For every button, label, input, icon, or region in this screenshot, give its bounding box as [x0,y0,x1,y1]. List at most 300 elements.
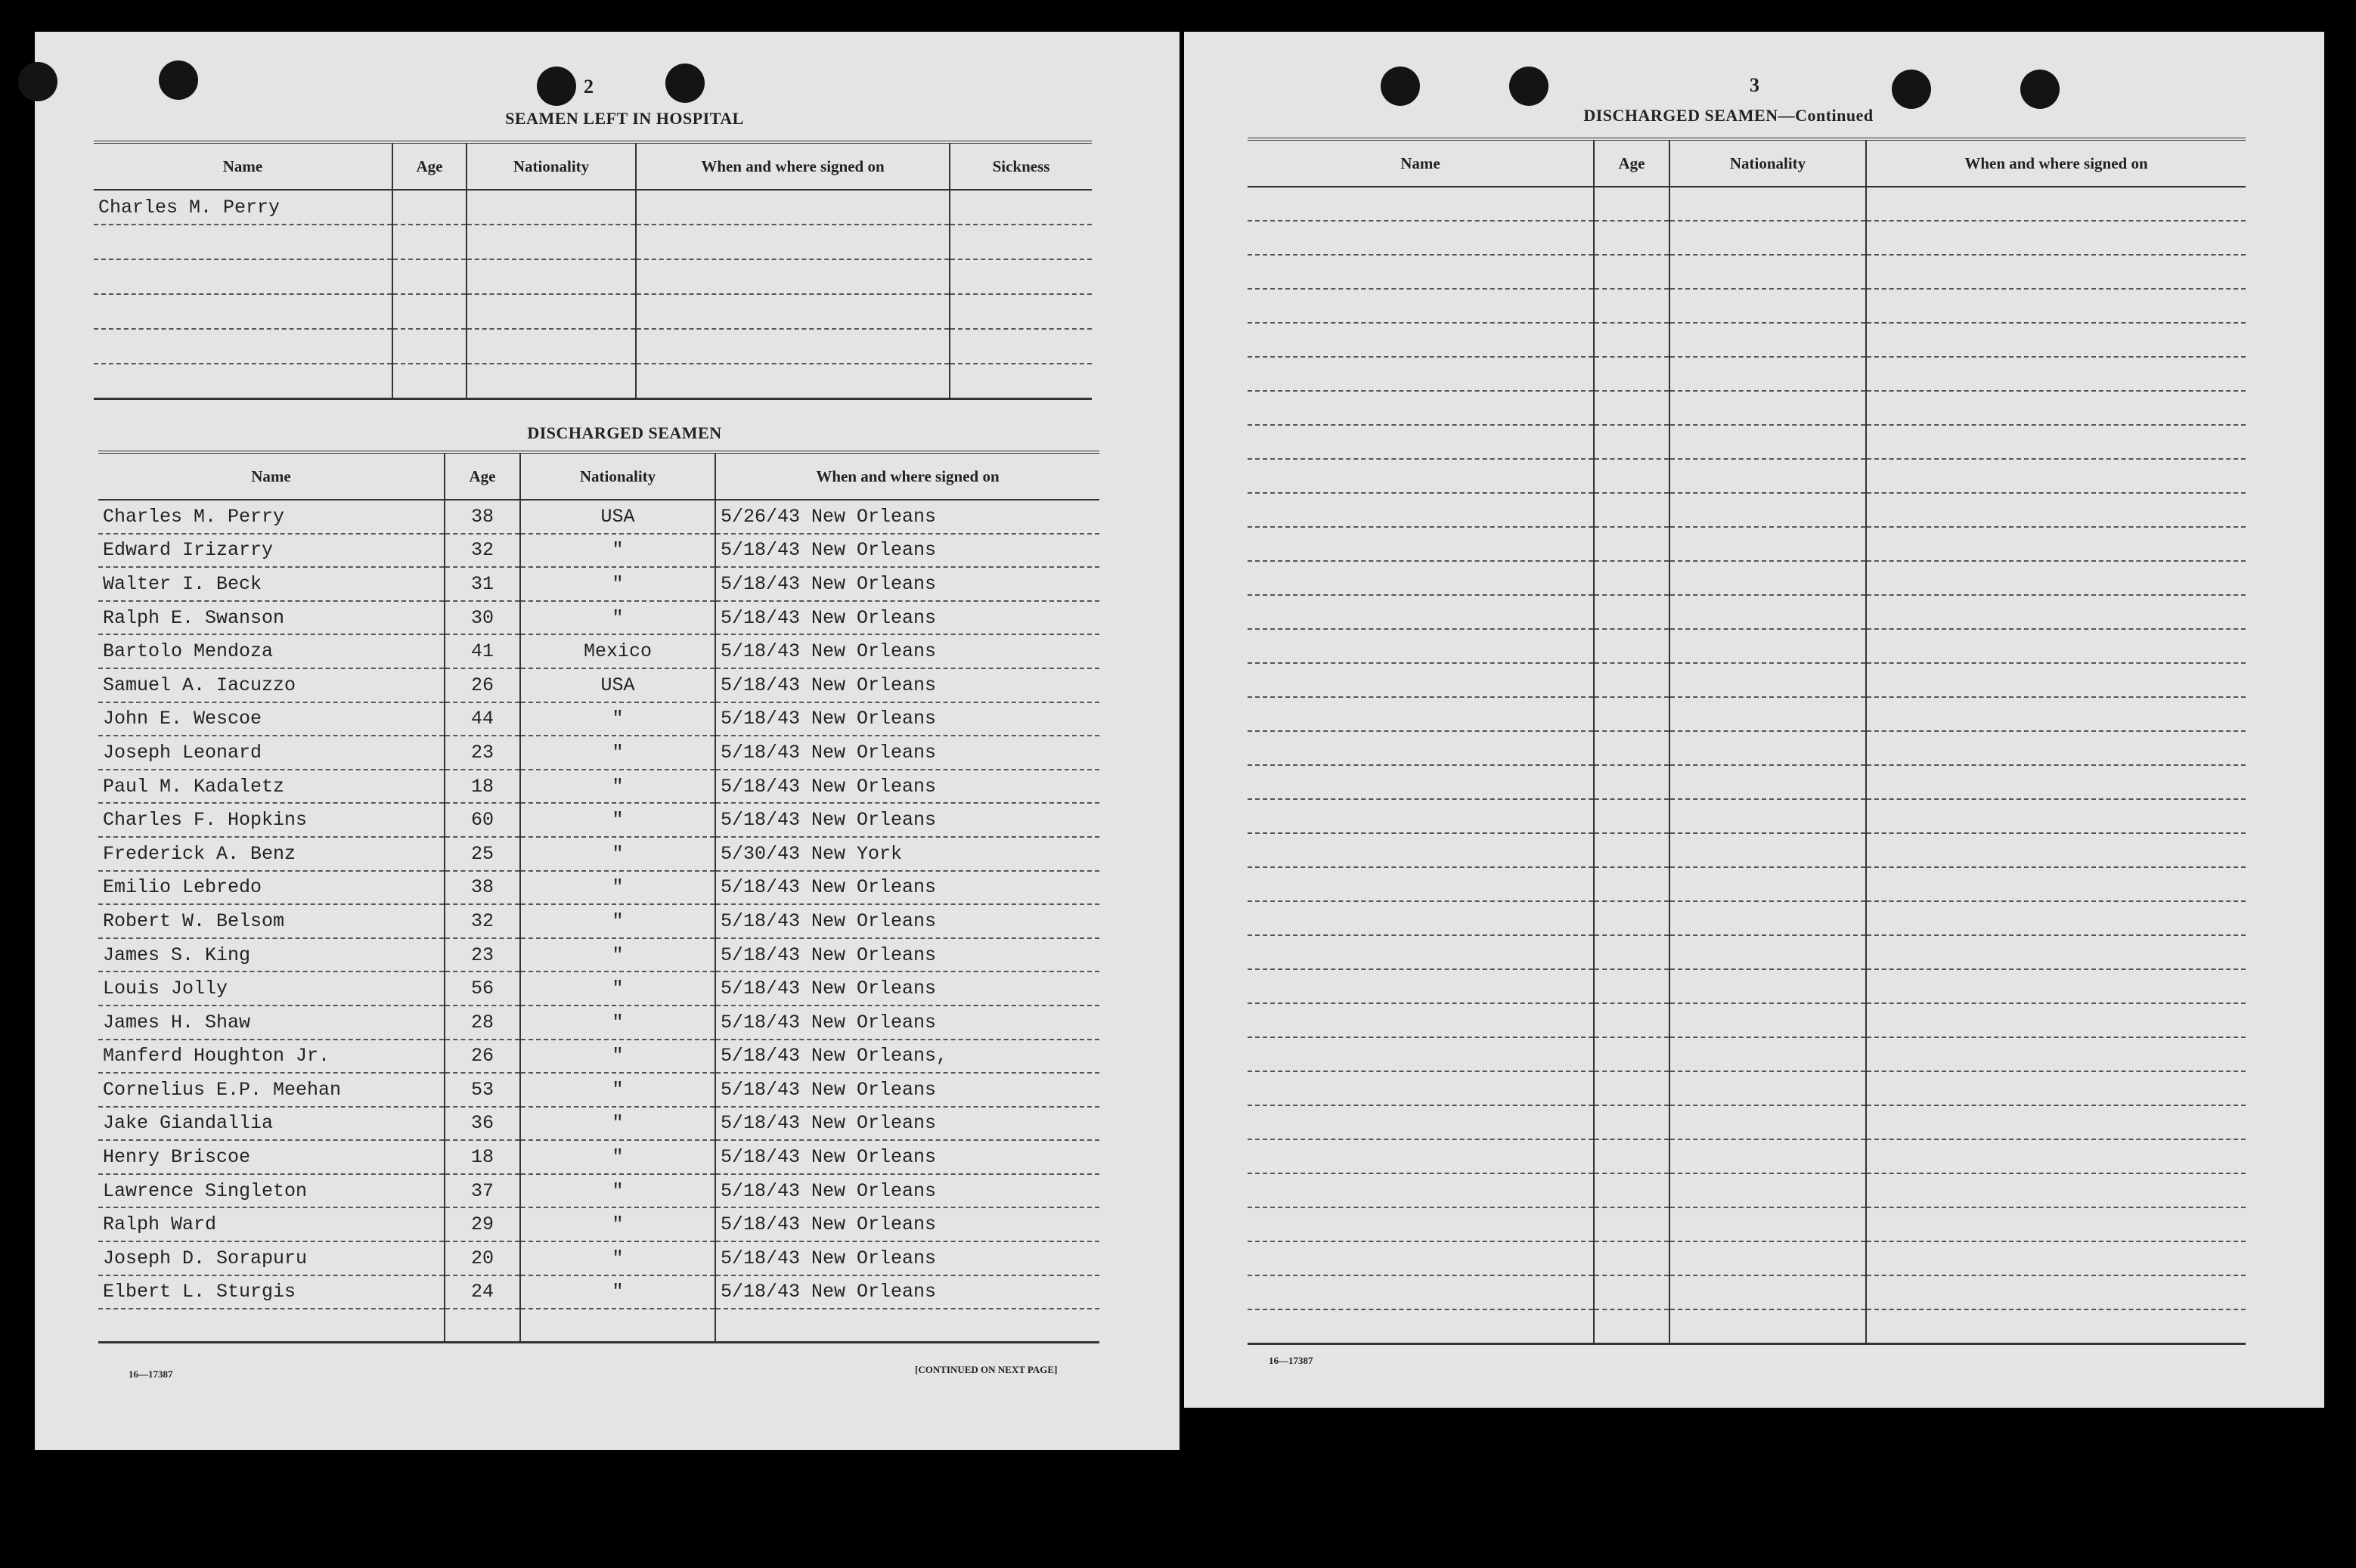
binder-hole [1892,70,1931,109]
cell-age [1594,969,1669,1003]
cell-age [1594,1003,1669,1037]
form-number: 16—17387 [129,1368,173,1380]
cell-sickness [950,329,1092,364]
cell-age [1594,629,1669,663]
cell-age [1594,1309,1669,1343]
cell-name: Charles M. Perry [94,190,392,225]
cell-signed-on: 5/18/43 New Orleans [715,1006,1099,1040]
table-row [98,1174,1099,1208]
cell-nationality [1669,1003,1866,1037]
cell-signed-on [1866,1105,2246,1139]
cell-signed-on: 5/18/43 New Orleans [715,1174,1099,1208]
cell-nationality [467,190,636,225]
cell-age [1594,459,1669,493]
cell-nationality: " [520,1207,715,1241]
cell-age [1594,255,1669,289]
cell-name [94,329,392,364]
cell-name: John E. Wescoe [98,702,445,736]
cell-name: Bartolo Mendoza [98,634,445,668]
table-row [98,971,1099,1006]
cell-name: Walter I. Beck [98,567,445,601]
cell-nationality [1669,221,1866,255]
cell-age: 56 [445,971,520,1006]
cell-nationality [1669,731,1866,765]
table-row [98,770,1099,804]
cell-name: Ralph E. Swanson [98,601,445,635]
cell-nationality: " [520,938,715,972]
cell-signed-on: 5/30/43 New York [715,837,1099,871]
cell-signed-on: 5/18/43 New Orleans [715,736,1099,770]
cell-age: 37 [445,1174,520,1208]
cell-age [1594,731,1669,765]
discharged-continued-title [1509,106,1948,126]
page-number: 3 [1750,74,1759,96]
column-header-name: Name [98,452,445,500]
cell-name: Manferd Houghton Jr. [98,1040,445,1074]
hospital-header-row [94,142,1092,190]
table-row [1248,697,2246,731]
cell-age [1594,289,1669,323]
cell-sickness [950,190,1092,225]
cell-nationality [1669,663,1866,697]
cell-age: 31 [445,567,520,601]
table-row [1248,629,2246,663]
cell-signed-on: 5/18/43 New Orleans [715,668,1099,702]
cell-age [392,259,467,294]
cell-name: Paul M. Kadaletz [98,770,445,804]
cell-age: 24 [445,1275,520,1309]
cell-signed-on [1866,357,2246,391]
cell-age: 29 [445,1207,520,1241]
column-header-sickness: Sickness [950,142,1092,190]
column-header-signed-on: When and where signed on [636,142,950,190]
discharged-section-title: DISCHARGED SEAMEN [527,423,722,442]
table-row [98,1107,1099,1141]
table-row [1248,765,2246,799]
cell-nationality [1669,561,1866,595]
cell-signed-on [1866,629,2246,663]
table-row [1248,833,2246,867]
column-header-age: Age [392,142,467,190]
table-row [1248,1173,2246,1207]
cell-signed-on [636,225,950,259]
cell-signed-on [636,294,950,329]
cell-signed-on: 5/18/43 New Orleans [715,567,1099,601]
table-row [98,1140,1099,1174]
cell-signed-on: 5/18/43 New Orleans [715,1140,1099,1174]
cell-sickness [950,259,1092,294]
cell-sickness [950,294,1092,329]
cell-age [1594,1207,1669,1241]
binder-hole [159,60,198,100]
table-row [94,294,1092,329]
cell-age: 41 [445,634,520,668]
cell-age [1594,799,1669,833]
cell-signed-on [1866,969,2246,1003]
cell-nationality: " [520,1140,715,1174]
cell-signed-on [1866,289,2246,323]
cell-signed-on [636,190,950,225]
cell-name [1248,289,1594,323]
table-row [1248,663,2246,697]
cell-age [1594,1105,1669,1139]
cell-name [1248,459,1594,493]
cell-signed-on [1866,391,2246,425]
cell-age [1594,663,1669,697]
cell-name: James S. King [98,938,445,972]
cell-age [392,190,467,225]
cell-nationality [1669,867,1866,901]
cell-signed-on: 5/18/43 New Orleans [715,770,1099,804]
cell-signed-on [1866,425,2246,459]
table-row [98,837,1099,871]
cell-nationality [467,294,636,329]
table-row [1248,493,2246,527]
cell-age: 38 [445,500,520,534]
table-row [94,364,1092,398]
cell-nationality: " [520,601,715,635]
table-row [98,567,1099,601]
cell-age [445,1309,520,1343]
cell-age [1594,697,1669,731]
column-header-age: Age [1594,139,1669,187]
cell-name [1248,255,1594,289]
cell-nationality [1669,901,1866,935]
cell-nationality [1669,1241,1866,1275]
cell-nationality [1669,323,1866,357]
cell-nationality: Mexico [520,634,715,668]
cell-name: Samuel A. Iacuzzo [98,668,445,702]
cell-age [1594,901,1669,935]
cell-name [1248,221,1594,255]
cell-signed-on [1866,459,2246,493]
cell-name: Jake Giandallia [98,1107,445,1141]
cell-nationality [520,1309,715,1343]
table-row [98,1275,1099,1309]
cell-name: Edward Irizarry [98,534,445,568]
cell-signed-on: 5/26/43 New Orleans [715,500,1099,534]
cell-name [1248,1139,1594,1173]
hospital-table [94,141,1092,400]
table-row [1248,391,2246,425]
cell-signed-on [1866,1139,2246,1173]
cell-name [1248,1071,1594,1105]
cell-signed-on [1866,1037,2246,1071]
cell-signed-on [715,1309,1099,1343]
cell-name [1248,561,1594,595]
cell-age [1594,425,1669,459]
cell-signed-on: 5/18/43 New Orleans [715,803,1099,837]
cell-name [1248,391,1594,425]
cell-nationality: " [520,837,715,871]
table-row [1248,1105,2246,1139]
cell-name [94,259,392,294]
cell-nationality: " [520,1241,715,1275]
cell-name [1248,493,1594,527]
cell-signed-on: 5/18/43 New Orleans, [715,1040,1099,1074]
right-page [1184,32,2324,1408]
cell-name [1248,527,1594,561]
cell-name [98,1309,445,1343]
cell-signed-on [1866,221,2246,255]
cell-nationality: " [520,770,715,804]
cell-nationality [1669,1207,1866,1241]
table-row [98,1207,1099,1241]
cell-age: 36 [445,1107,520,1141]
table-row [1248,323,2246,357]
cell-signed-on [1866,1241,2246,1275]
cell-age [392,364,467,398]
cell-age [1594,935,1669,969]
cell-age: 38 [445,871,520,905]
cell-age: 32 [445,534,520,568]
table-row [1248,595,2246,629]
cell-name [1248,969,1594,1003]
cell-nationality: " [520,1275,715,1309]
cell-signed-on [636,364,950,398]
cell-signed-on: 5/18/43 New Orleans [715,534,1099,568]
page-number: 2 [584,76,594,98]
table-row [98,668,1099,702]
cell-age [1594,493,1669,527]
cell-name [1248,731,1594,765]
cell-signed-on: 5/18/43 New Orleans [715,1107,1099,1141]
cell-nationality [1669,527,1866,561]
table-row [1248,255,2246,289]
cell-name: Robert W. Belsom [98,904,445,938]
cell-signed-on: 5/18/43 New Orleans [715,634,1099,668]
cell-nationality: " [520,971,715,1006]
hospital-section-title: SEAMEN LEFT IN HOSPITAL [505,109,744,128]
cell-signed-on [1866,493,2246,527]
cell-name: Charles M. Perry [98,500,445,534]
table-row [94,329,1092,364]
cell-age [1594,323,1669,357]
column-header-signed-on: When and where signed on [715,452,1099,500]
table-row [1248,1003,2246,1037]
column-header-signed-on: When and where signed on [1866,139,2246,187]
cell-signed-on [1866,833,2246,867]
cell-age: 23 [445,736,520,770]
cell-name [1248,425,1594,459]
cell-nationality [1669,765,1866,799]
cell-signed-on [1866,561,2246,595]
table-row [98,1006,1099,1040]
cell-name: Frederick A. Benz [98,837,445,871]
table-row [1248,1207,2246,1241]
cell-name: Louis Jolly [98,971,445,1006]
cell-name: Ralph Ward [98,1207,445,1241]
cell-age: 20 [445,1241,520,1275]
cell-nationality [1669,799,1866,833]
table-row [1248,221,2246,255]
cell-age [1594,1139,1669,1173]
cell-signed-on [1866,323,2246,357]
cell-nationality: " [520,1107,715,1141]
cell-nationality [1669,1071,1866,1105]
cell-nationality [467,329,636,364]
cell-name [1248,663,1594,697]
cell-age: 18 [445,770,520,804]
cell-nationality [467,364,636,398]
cell-age [1594,1275,1669,1309]
cell-nationality [1669,187,1866,221]
cell-age [1594,833,1669,867]
cell-nationality [1669,1309,1866,1343]
cell-signed-on [1866,901,2246,935]
table-row [1248,561,2246,595]
cell-age: 60 [445,803,520,837]
table-row [98,1241,1099,1275]
cell-signed-on [1866,697,2246,731]
cell-signed-on [1866,1071,2246,1105]
discharged-header-row [98,452,1099,500]
cell-age [1594,221,1669,255]
cell-signed-on [1866,1003,2246,1037]
cell-signed-on [1866,1207,2246,1241]
cell-signed-on [636,259,950,294]
cell-name: Elbert L. Sturgis [98,1275,445,1309]
column-header-name: Name [1248,139,1594,187]
cell-age: 53 [445,1073,520,1107]
cell-name [94,225,392,259]
cell-name [1248,867,1594,901]
form-number: 16—17387 [1269,1355,1313,1366]
cell-nationality: " [520,803,715,837]
cell-nationality [1669,459,1866,493]
cell-nationality [1669,833,1866,867]
cell-signed-on: 5/18/43 New Orleans [715,938,1099,972]
cell-name [1248,629,1594,663]
cell-name: Lawrence Singleton [98,1174,445,1208]
table-row [1248,357,2246,391]
cell-age: 28 [445,1006,520,1040]
cell-nationality: " [520,702,715,736]
cell-nationality [1669,493,1866,527]
table-row [98,938,1099,972]
cell-name [1248,901,1594,935]
cell-nationality: " [520,567,715,601]
cell-signed-on [1866,1275,2246,1309]
cell-age: 25 [445,837,520,871]
cell-name: Henry Briscoe [98,1140,445,1174]
cell-age [1594,357,1669,391]
table-row [1248,1309,2246,1343]
cell-nationality [1669,935,1866,969]
discharged-seamen-table [98,451,1099,1343]
table-row [1248,425,2246,459]
cell-age [1594,1071,1669,1105]
table-row [98,500,1099,534]
cell-signed-on [636,329,950,364]
table-row [98,601,1099,635]
cell-nationality: " [520,1006,715,1040]
cell-nationality [1669,391,1866,425]
table-row [94,190,1092,225]
cell-nationality: " [520,1040,715,1074]
cell-name: Emilio Lebredo [98,871,445,905]
cell-nationality [1669,1275,1866,1309]
table-row [98,803,1099,837]
table-row [98,1040,1099,1074]
cell-signed-on: 5/18/43 New Orleans [715,904,1099,938]
cell-age: 30 [445,601,520,635]
cell-name [1248,1241,1594,1275]
cell-signed-on [1866,765,2246,799]
cell-nationality [1669,1037,1866,1071]
cell-nationality [467,259,636,294]
cell-name [94,294,392,329]
cell-age: 32 [445,904,520,938]
cell-signed-on [1866,731,2246,765]
cell-age [1594,765,1669,799]
cell-name [1248,595,1594,629]
cell-name: Joseph Leonard [98,736,445,770]
table-row [98,1073,1099,1107]
table-row [98,534,1099,568]
cell-name [1248,1207,1594,1241]
continued-note: [CONTINUED ON NEXT PAGE] [915,1364,1058,1375]
cell-name [1248,357,1594,391]
table-row [1248,731,2246,765]
cell-nationality [1669,1105,1866,1139]
column-header-nationality: Nationality [1669,139,1866,187]
cell-name [1248,1037,1594,1071]
table-row [1248,527,2246,561]
cell-signed-on [1866,595,2246,629]
cell-signed-on: 5/18/43 New Orleans [715,601,1099,635]
table-row [98,904,1099,938]
table-row [1248,1037,2246,1071]
cell-nationality [1669,969,1866,1003]
table-row [1248,1275,2246,1309]
table-row [98,871,1099,905]
cell-age [1594,561,1669,595]
cell-name [1248,935,1594,969]
cell-name [1248,1173,1594,1207]
cell-nationality [1669,255,1866,289]
table-row [1248,459,2246,493]
binder-hole [665,64,705,103]
table-row [1248,799,2246,833]
binder-hole [1509,67,1548,106]
cell-name: Joseph D. Sorapuru [98,1241,445,1275]
cell-nationality: " [520,1174,715,1208]
cell-name [1248,833,1594,867]
cell-signed-on: 5/18/43 New Orleans [715,971,1099,1006]
cell-name: James H. Shaw [98,1006,445,1040]
cell-nationality: USA [520,500,715,534]
cell-name [1248,697,1594,731]
cell-name [1248,765,1594,799]
cell-signed-on [1866,255,2246,289]
cell-nationality [467,225,636,259]
binder-hole [1381,67,1420,106]
binder-hole [18,62,57,101]
cell-sickness [950,225,1092,259]
cell-signed-on [1866,187,2246,221]
table-row [1248,1071,2246,1105]
cell-signed-on: 5/18/43 New Orleans [715,1275,1099,1309]
cell-age: 26 [445,1040,520,1074]
cell-nationality: USA [520,668,715,702]
cell-age [1594,1241,1669,1275]
cell-signed-on: 5/18/43 New Orleans [715,702,1099,736]
discharged-continued-table [1248,138,2246,1345]
continued-header-row [1248,139,2246,187]
cell-nationality [1669,1139,1866,1173]
cell-nationality [1669,629,1866,663]
